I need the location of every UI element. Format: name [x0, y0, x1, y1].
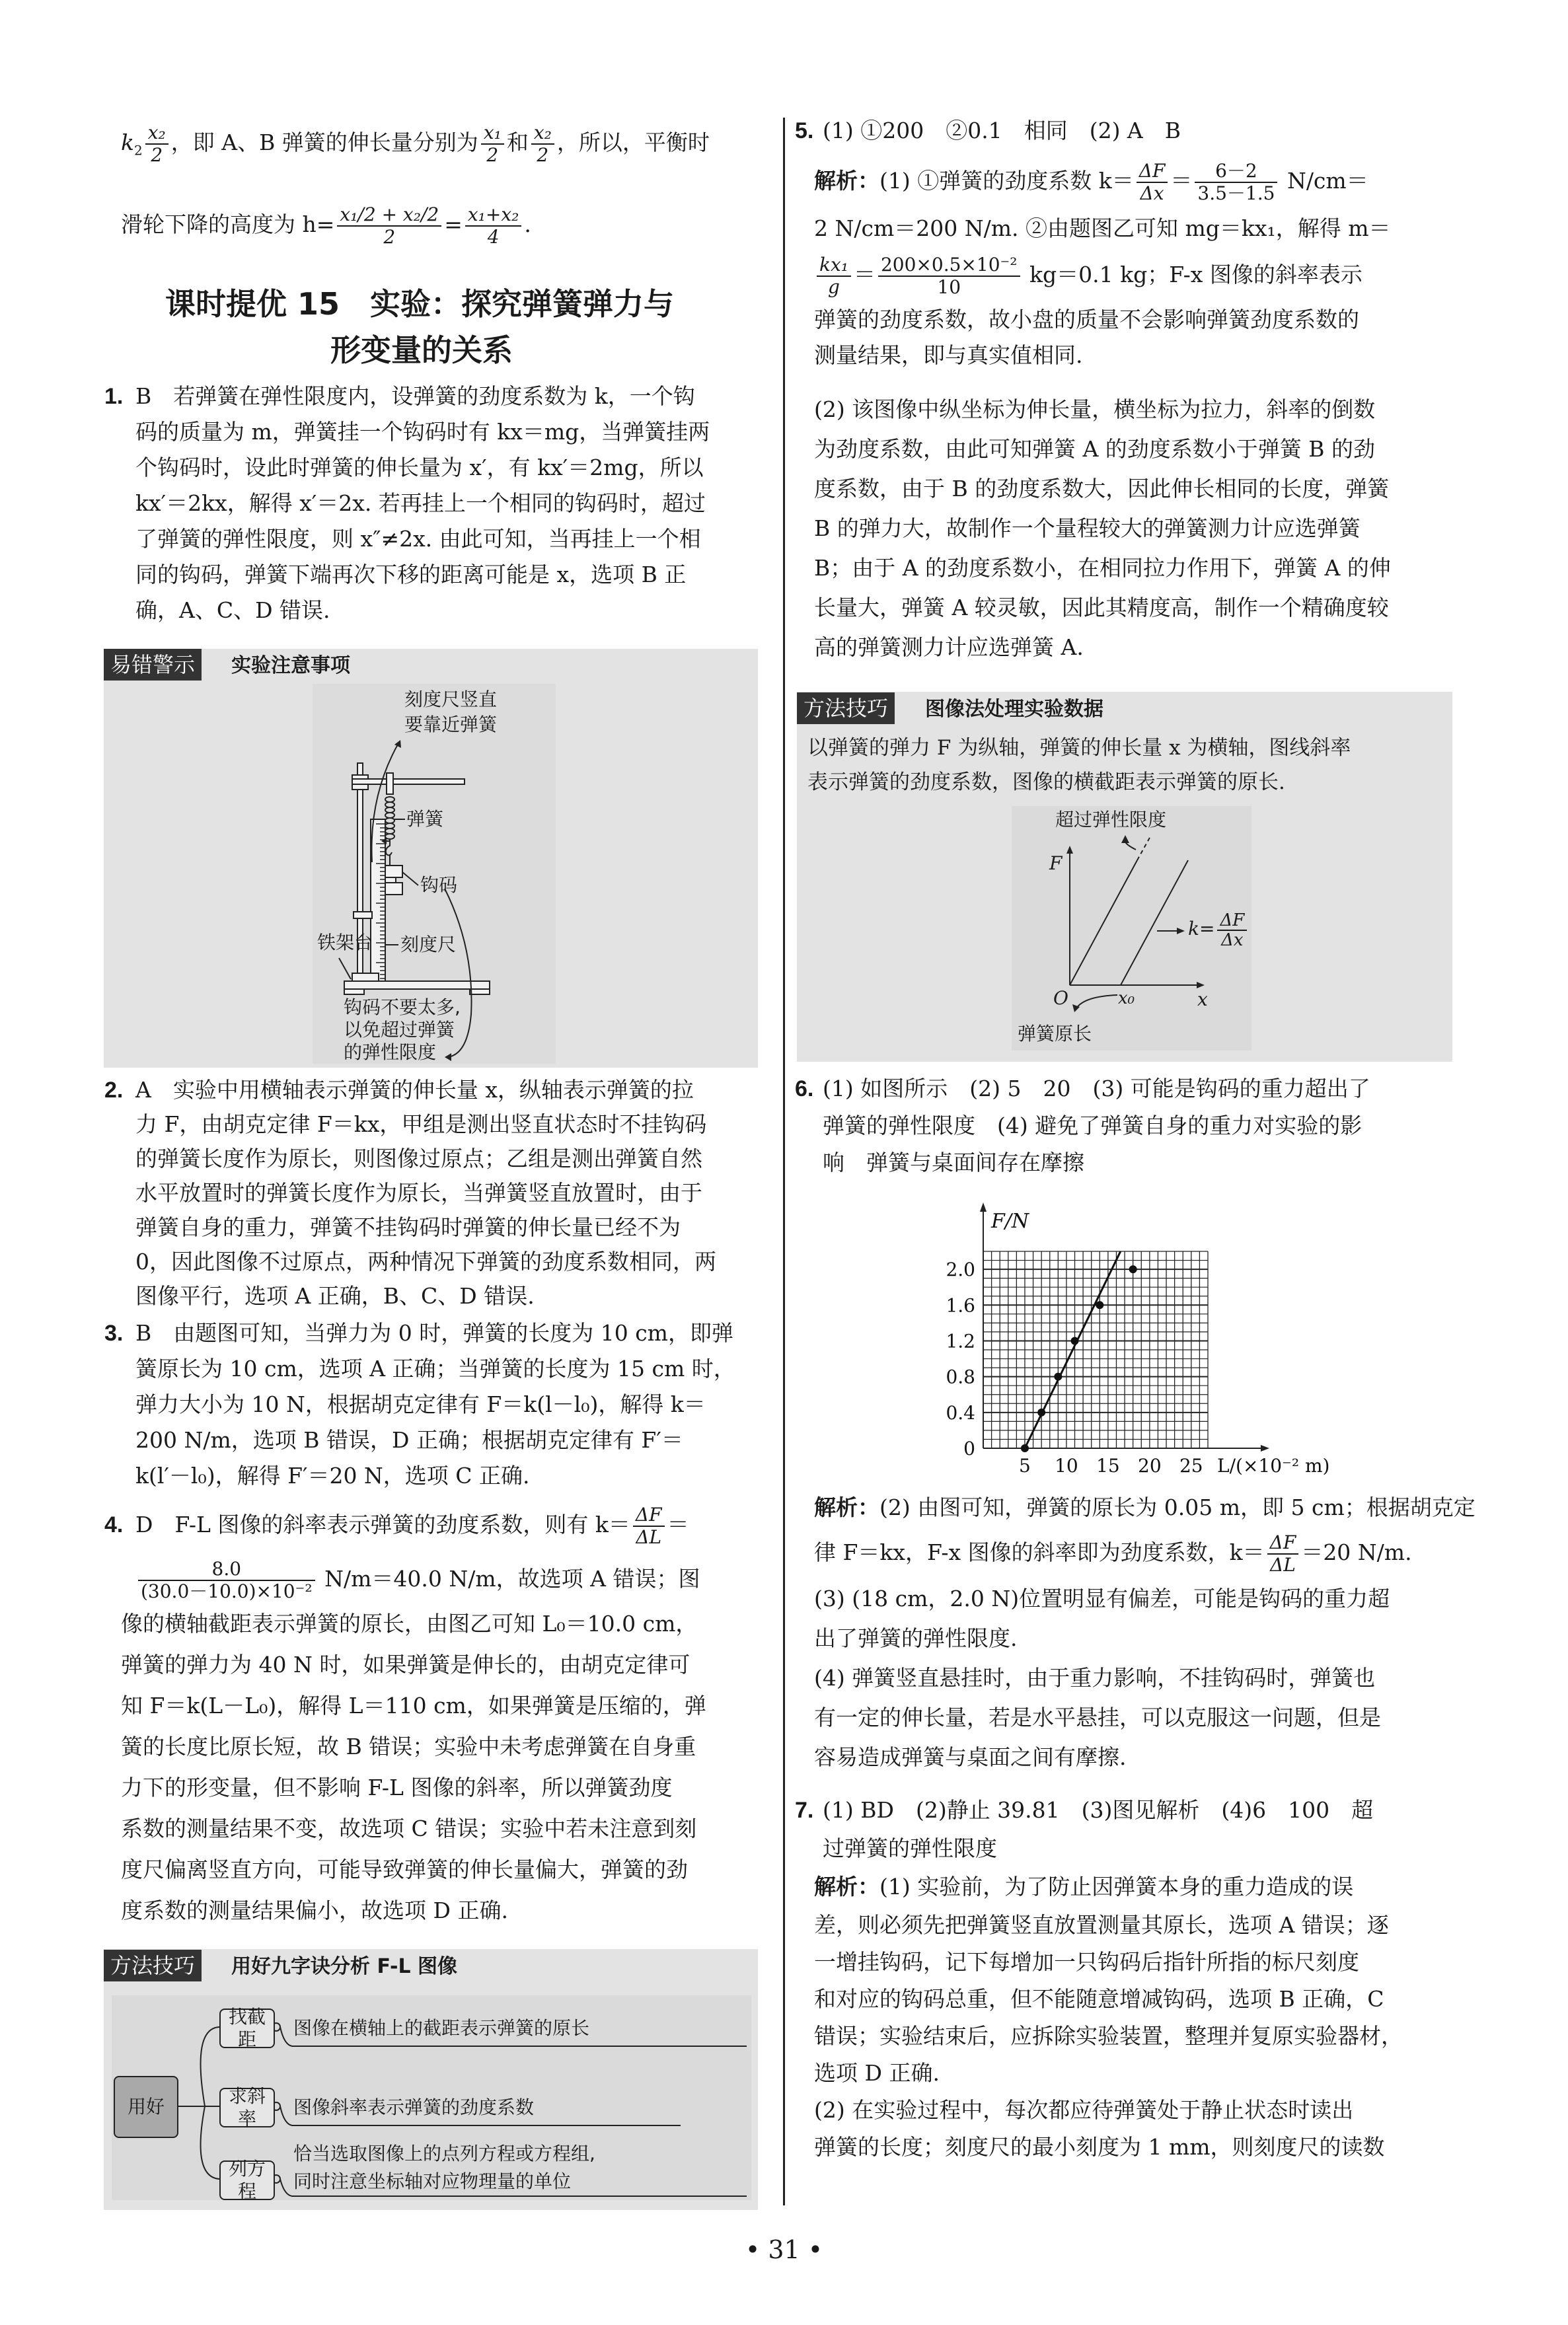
- analysis-label: 解析：: [814, 1495, 879, 1520]
- fraction-k-value: $\frac{8.0}{\text{(30.0－10.0)×10⁻²}}$: [138, 1559, 315, 1602]
- data-point: [1054, 1373, 1062, 1381]
- text-line: 度系数，由于 B 的劲度系数大，因此伸长相同的长度，弹簧: [814, 476, 1390, 501]
- pulley-height-text: 滑轮下降的高度为 h=: [121, 211, 335, 237]
- text-line: B 由题图可知，当弹力为 0 时，弹簧的长度为 10 cm，即弹: [135, 1320, 733, 1346]
- label-x0: x₀: [1118, 988, 1135, 1008]
- top-arm: [352, 779, 465, 784]
- equals-sign: =: [444, 211, 463, 237]
- data-point: [1129, 1265, 1137, 1273]
- text-line: 响 弹簧与桌面间存在摩擦: [823, 1150, 1084, 1175]
- q5-a1-text: (1) ①弹簧的劲度系数 k＝: [879, 168, 1134, 194]
- fraction-h-compound: $\frac{\text{x₁/2 + x₂/2}}{2}$: [337, 204, 441, 248]
- text-line: 知 F＝k(L－L₀)，解得 L＝110 cm，如果弹簧是压缩的，弹: [121, 1693, 706, 1718]
- text-line: B；由于 A 的劲度系数小，在相同拉力作用下，弹簧 A 的伸: [814, 555, 1391, 581]
- mindmap-branch-slope: 求斜率: [219, 2088, 275, 2127]
- continuation-text-b: ，所以，平衡时: [556, 129, 710, 155]
- q6-analysis-line-2: [814, 1528, 1412, 1578]
- q7-number: 7.: [795, 1798, 814, 1823]
- text-line: 和对应的钩码总重，但不能随意增减钩码，选项 B 正确，C: [814, 1986, 1384, 2012]
- text-line: 力 F，由胡克定律 F＝kx，甲组是测出竖直状态时不挂钩码: [135, 1111, 707, 1137]
- q4-text-1: D F-L 图像的斜率表示弹簧的劲度系数，则有 k＝: [135, 1512, 630, 1537]
- lower-clamp: [354, 912, 372, 918]
- text-line: 长量大，弹簧 A 较灵敏，因此其精度高，制作一个精确度较: [814, 595, 1389, 620]
- text-line: 度系数的测量结果偏小，故选项 D 正确.: [121, 1898, 508, 1923]
- label-x-axis: x: [1197, 988, 1208, 1010]
- and-text: 和: [506, 129, 529, 155]
- fl-chart: [912, 1196, 1427, 1487]
- y-axis-label: F/N: [991, 1210, 1029, 1233]
- unit-text: N/cm＝: [1280, 168, 1368, 194]
- q4-line-1: [135, 1500, 689, 1550]
- base-block: [352, 973, 379, 981]
- text-line: (1) BD (2)静止 39.81 (3)图见解析 (4)6 100 超: [823, 1797, 1374, 1823]
- q5-number: 5.: [795, 118, 814, 143]
- text-line: 容易造成弹簧与桌面之间有摩擦.: [814, 1744, 1127, 1770]
- x-tick-label: 20: [1138, 1455, 1162, 1477]
- fraction-h-result: $\frac{\text{x₁+x₂}}{4}$: [465, 204, 522, 248]
- lesson-title-line-1: 课时提优 15 实验：探究弹簧弹力与: [165, 286, 675, 322]
- method2-line-1: 以弹簧的弹力 F 为纵轴，弹簧的伸长量 x 为横轴，图线斜率: [807, 736, 1351, 760]
- equals: ＝: [667, 1512, 689, 1537]
- text-line: 力下的形变量，但不影响 F-L 图像的斜率，所以弹簧劲度: [121, 1775, 673, 1800]
- data-point: [1037, 1409, 1045, 1417]
- method-tag-left: 方法技巧: [104, 1950, 202, 1981]
- fraction-x2-over-2: $\frac{\text{x₂}}{2}$: [145, 122, 168, 166]
- y-tick-label: 0.8: [946, 1366, 975, 1388]
- method-title-left: 用好九字诀分析 F-L 图像: [231, 1955, 458, 1978]
- text-line: 弹簧的弹性限度 (4) 避免了弹簧自身的重力对实验的影: [823, 1113, 1363, 1138]
- y-tick-label: 0.4: [946, 1401, 975, 1424]
- x-tick-label: 15: [1096, 1455, 1120, 1477]
- fraction-x1-over-2: $\frac{\text{x₁}}{2}$: [481, 122, 504, 166]
- q5-analysis-line-2: 2 N/cm＝200 N/m. ②由题图乙可知 mg＝kx₁，解得 m＝: [814, 215, 1391, 241]
- label-weight: 钩码: [420, 874, 458, 896]
- fx-line-over-limit: [1137, 836, 1150, 860]
- text-line: 选项 D 正确.: [814, 2060, 940, 2086]
- text-line: (1) 如图所示 (2) 5 20 (3) 可能是钩码的重力超出了: [823, 1076, 1370, 1101]
- text-line: 了弹簧的弹性限度，则 x″≠2x. 由此可知，当再挂上一个相: [135, 526, 701, 552]
- text-line: (4) 弹簧竖直悬挂时，由于重力影响，不挂钩码时，弹簧也: [814, 1665, 1376, 1691]
- q5-a1-end: kg＝0.1 kg；F-x 图像的斜率表示: [1022, 262, 1363, 287]
- text-line: 错误；实验结束后，应拆除实验装置，整理并复原实验器材，: [814, 2023, 1403, 2049]
- weight-note-2: 以免超过弹簧: [344, 1019, 455, 1041]
- q2-number: 2.: [104, 1078, 124, 1103]
- text-line: 水平放置时的弹簧长度作为原长，当弹簧竖直放置时，由于: [135, 1180, 702, 1206]
- spring-coils: [385, 797, 394, 839]
- label-slope: [1188, 908, 1250, 950]
- y-tick-label: 2.0: [946, 1259, 975, 1281]
- q7-analysis-first: [814, 1874, 1353, 1900]
- y-tick-label: 0: [963, 1438, 975, 1459]
- fraction-dF-dx: $\frac{\Delta F}{\Delta x}$: [1137, 161, 1168, 204]
- weight-note-1: 钩码不要太多,: [344, 996, 461, 1018]
- continuation-line-2: [121, 198, 531, 251]
- mindmap-text-intercept: 图像在横轴上的截距表示弹簧的原长: [293, 2017, 590, 2039]
- warning-tag: 易错警示: [104, 649, 202, 681]
- mindmap-text-equation-1: 恰当选取图像上的点列方程或方程组,: [293, 2143, 595, 2164]
- x-axis-arrow: [1261, 1445, 1269, 1452]
- fraction-mass: $\frac{\text{200×0.5×10⁻²}}{10}$: [878, 254, 1020, 298]
- data-point: [1021, 1444, 1029, 1452]
- continuation-text-a: ，即 A、B 弹簧的伸长量分别为: [170, 129, 478, 155]
- lesson-title-line-2: 形变量的关系: [330, 332, 513, 368]
- q5-answer: (1) ①200 ②0.1 相同 (2) A B: [823, 118, 1181, 143]
- slope-fraction: $\frac{\Delta F}{\Delta x}$: [1217, 911, 1247, 949]
- fx-line-offset: [1121, 860, 1188, 985]
- text-line: (2) 该图像中纵坐标为伸长量，横坐标为拉力，斜率的倒数: [814, 396, 1376, 422]
- label-stand: 铁架台: [317, 932, 373, 953]
- text-line: B 的弹力大，故制作一个量程较大的弹簧测力计应选弹簧: [814, 515, 1361, 541]
- equals-b: ＝: [853, 262, 876, 287]
- page-number: • 31 •: [745, 2235, 823, 2264]
- text-line: 有一定的伸长量，若是水平悬挂，可以克服这一问题，但是: [814, 1705, 1381, 1730]
- text-line: 200 N/m，选项 B 错误，D 正确；根据胡克定律有 F′＝: [135, 1427, 683, 1453]
- text-line: 个钩码时，设此时弹簧的伸长量为 x′，有 kx′＝2mg，所以: [135, 455, 704, 480]
- fx-line-origin: [1070, 860, 1137, 985]
- text-line: 出了弹簧的弹性限度.: [814, 1625, 1018, 1651]
- q6-a-text-1: (2) 由图可知，弹簧的原长为 0.05 m，即 5 cm；根据胡克定: [879, 1495, 1475, 1520]
- q4-text-2: N/m＝40.0 N/m，故选项 A 错误；图: [317, 1566, 700, 1592]
- q6-a-end: ＝20 N/m.: [1301, 1539, 1412, 1565]
- q7-analysis-text: (1) 实验前，为了防止因弹簧本身的重力造成的误: [879, 1874, 1354, 1900]
- y-axis-arrow: [980, 1202, 987, 1212]
- x-tick-label: 25: [1179, 1455, 1203, 1477]
- continuation-line-1: [121, 119, 710, 174]
- data-point: [1096, 1301, 1103, 1309]
- k-subscript: 2: [134, 142, 143, 159]
- q4-number: 4.: [104, 1512, 124, 1537]
- q3-number: 3.: [104, 1321, 124, 1346]
- text-line: 簧原长为 10 cm，选项 A 正确；当弹簧的长度为 15 cm 时，: [135, 1356, 735, 1382]
- x-axis-label: L/(×10⁻² m): [1217, 1455, 1330, 1477]
- text-line: (2) 在实验过程中，每次都应待弹簧处于静止状态时读出: [814, 2097, 1354, 2123]
- spring-holder: [387, 773, 393, 794]
- method-tag-right: 方法技巧: [797, 692, 895, 724]
- k-symbol: k: [121, 129, 134, 155]
- text-line: 弹力大小为 10 N，根据胡克定律有 F＝k(l－l₀)，解得 k＝: [135, 1391, 706, 1417]
- method-title-right: 图像法处理实验数据: [925, 698, 1103, 721]
- x-tick-label: 5: [1019, 1455, 1031, 1477]
- text-line: 高的弹簧测力计应选弹簧 A.: [814, 634, 1084, 660]
- period: .: [524, 211, 531, 237]
- q5-analysis-line-1: [814, 156, 1368, 206]
- text-line: 差，则必须先把弹簧竖直放置测量其原长，选项 A 错误；逐: [814, 1912, 1389, 1938]
- mindmap-text-slope: 图像斜率表示弹簧的劲度系数: [293, 2096, 535, 2118]
- text-line: 过弹簧的弹性限度: [823, 1835, 997, 1861]
- text-line: B 若弹簧在弹性限度内，设弹簧的劲度系数为 k，一个钩: [135, 383, 695, 409]
- weight-note-3: 的弹性限度: [344, 1041, 437, 1063]
- method2-line-2: 表示弹簧的劲度系数，图像的横截距表示弹簧的原长.: [807, 770, 1285, 794]
- x-tick-label: 10: [1055, 1455, 1078, 1477]
- text-line: k(l′－l₀)，解得 F′＝20 N，选项 C 正确.: [135, 1463, 530, 1489]
- data-point: [1071, 1337, 1079, 1345]
- label-ruler: 刻度尺: [400, 934, 457, 955]
- base: [344, 981, 490, 989]
- text-line: 确，A、C、D 错误.: [135, 597, 330, 623]
- fraction-kx1-g: $\frac{\text{kx₁}}{g}$: [817, 254, 851, 298]
- mindmap-branch-intercept: 找截距: [219, 2009, 275, 2048]
- text-line: 弹簧自身的重力，弹簧不挂钩码时弹簧的伸长量已经不为: [135, 1214, 681, 1240]
- fraction-dF-dL: $\frac{\Delta F}{\Delta L}$: [633, 1504, 665, 1548]
- text-line: A 实验中用横轴表示弹簧的伸长量 x，纵轴表示弹簧的拉: [135, 1077, 694, 1103]
- q4-line-2: [135, 1554, 700, 1604]
- text-line: 弹簧的长度；刻度尺的最小刻度为 1 mm，则刻度尺的读数: [814, 2134, 1385, 2160]
- analysis-label: 解析：: [814, 1874, 879, 1900]
- text-line: (3) (18 cm，2.0 N)位置明显有偏差，可能是钩码的重力超: [814, 1586, 1390, 1611]
- mindmap-branch-equation: 列方程: [219, 2160, 275, 2200]
- text-line: 同的钩码，弹簧下端再次下移的距离可能是 x，选项 B 正: [135, 562, 687, 587]
- warning-title: 实验注意事项: [231, 654, 350, 677]
- text-line: 为劲度系数，由此可知弹簧 A 的劲度系数小于弹簧 B 的劲: [814, 436, 1376, 462]
- fraction-6-2: $\frac{6-2}{3.5-1.5}$: [1195, 161, 1277, 204]
- text-line: 系数的测量结果不变，故选项 C 错误；实验中若未注意到刻: [121, 1816, 697, 1841]
- equals: ＝: [1170, 168, 1193, 194]
- mindmap-text-equation-2: 同时注意坐标轴对应物理量的单位: [293, 2170, 572, 2192]
- text-line: 图像平行，选项 A 正确，B、C、D 错误.: [135, 1283, 535, 1309]
- text-line: 弹簧的劲度系数，故小盘的质量不会影响弹簧劲度系数的: [814, 307, 1359, 332]
- text-line: 码的质量为 m，弹簧挂一个钩码时有 kx＝mg，当弹簧挂两: [135, 419, 710, 445]
- original-length-arrow: [1076, 995, 1117, 1008]
- text-line: 簧的长度比原长短，故 B 错误；实验中未考虑弹簧在自身重: [121, 1734, 696, 1759]
- fraction-x2-over-2b: $\frac{\text{x₂}}{2}$: [531, 122, 554, 166]
- q6-number: 6.: [795, 1076, 814, 1101]
- ruler-note-2: 要靠近弹簧: [404, 714, 498, 735]
- text-line: 测量结果，即与真实值相同.: [814, 342, 1083, 368]
- y-tick-label: 1.6: [946, 1294, 975, 1317]
- q6-analysis-line-1: [814, 1495, 1475, 1521]
- column-divider: [783, 118, 785, 2205]
- text-line: kx′＝2kx，解得 x′＝2x. 若再挂上一个相同的钩码时，超过: [135, 490, 706, 516]
- page-number-value: 31: [768, 2235, 800, 2264]
- q5-analysis-line-3: [814, 250, 1363, 300]
- analysis-label: 解析：: [814, 168, 879, 194]
- text-line: 一增挂钩码，记下每增加一只钩码后指针所指的标尺刻度: [814, 1949, 1359, 1975]
- label-origin: O: [1053, 987, 1068, 1009]
- q6-a-text-2: 律 F＝kx，F-x 图像的斜率即为劲度系数，k＝: [814, 1539, 1265, 1565]
- weight-mid: [385, 877, 396, 883]
- ruler-note-1: 刻度尺竖直: [404, 688, 498, 710]
- text-line: 的弹簧长度作为原长，则图像过原点；乙组是测出弹簧自然: [135, 1146, 702, 1171]
- label-over-limit: 超过弹性限度: [1055, 809, 1167, 830]
- text-line: 像的横轴截距表示弹簧的原长，由图乙可知 L₀＝10.0 cm，: [121, 1611, 698, 1637]
- y-tick-label: 1.2: [946, 1330, 975, 1352]
- label-original-length: 弹簧原长: [1018, 1023, 1092, 1045]
- fraction-dF-dL-2: $\frac{\Delta F}{\Delta L}$: [1267, 1532, 1299, 1576]
- label-F-axis: F: [1049, 852, 1063, 874]
- text-line: 0，因此图像不过原点，两种情况下弹簧的劲度系数相同，两: [135, 1249, 716, 1274]
- mindmap-root: 用好: [114, 2076, 178, 2138]
- label-spring: 弹簧: [406, 808, 444, 830]
- text-line: 弹簧的弹力为 40 N 时，如果弹簧是伸长的，由胡克定律可: [121, 1652, 691, 1678]
- slope-k: k=: [1188, 918, 1215, 940]
- q1-number: 1.: [104, 384, 124, 409]
- text-line: 度尺偏离竖直方向，可能导致弹簧的伸长量偏大，弹簧的劲: [121, 1857, 688, 1882]
